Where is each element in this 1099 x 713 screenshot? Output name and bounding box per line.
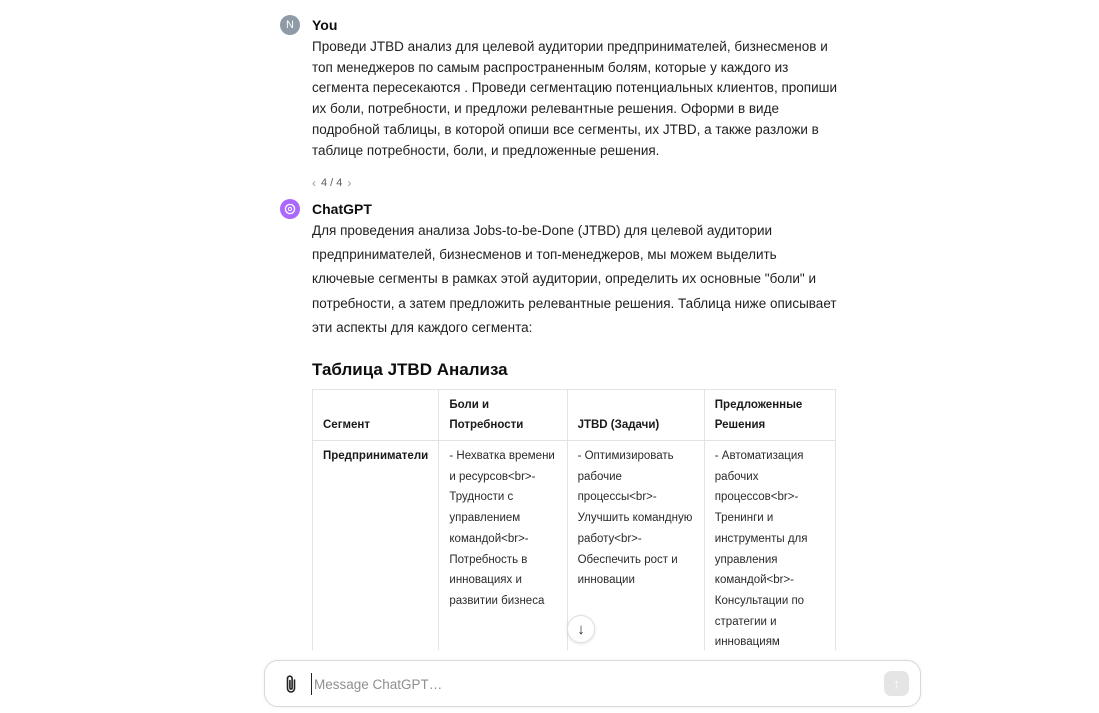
attach-button[interactable]	[281, 673, 301, 695]
pager-next-button[interactable]: ›	[347, 176, 352, 190]
openai-logo-icon	[283, 202, 297, 216]
cell-segment: Предприниматели	[313, 441, 439, 658]
message-pager	[312, 176, 351, 190]
message-input[interactable]	[311, 673, 874, 695]
assistant-message	[280, 199, 840, 349]
table-header-row	[313, 390, 836, 441]
header-solutions: Предложенные Решения	[704, 390, 835, 441]
cell-solutions: - Автоматизация рабочих процессов<br>- Тренинги и инструменты для управления командой<br>- Консультации по стратегии и инновациям	[704, 441, 835, 658]
assistant-author-label: ChatGPT	[312, 201, 372, 217]
send-button[interactable]	[884, 671, 909, 696]
pager-label: 4 / 4	[321, 177, 343, 189]
user-author-label: You	[312, 17, 338, 33]
scroll-to-bottom-button[interactable]	[567, 615, 595, 643]
cell-pains: - Нехватка времени и ресурсов<br>- Трудности с управлением командой<br>- Потребность в инновациях и развитии бизнеса	[439, 441, 567, 658]
table-title: Таблица JTBD Анализа	[312, 360, 508, 379]
header-segment: Сегмент	[313, 390, 439, 441]
arrow-down-icon: ↓	[577, 620, 585, 638]
pager-prev-button[interactable]: ‹	[312, 176, 316, 190]
message-composer	[264, 660, 921, 707]
user-avatar: N	[280, 15, 300, 35]
arrow-up-icon: ↑	[893, 676, 900, 691]
header-pains: Боли и Потребности	[439, 390, 567, 441]
paperclip-icon	[284, 674, 298, 694]
cell-jtbd: - Оптимизировать рабочие процессы<br>- Улучшить командную работу<br>- Обеспечить рост и инновации	[567, 441, 704, 658]
header-jtbd: JTBD (Задачи)	[567, 390, 704, 441]
user-message-text: Проведи JTBD анализ для целевой аудитории предпринимателей, бизнесменов и топ менеджеров по самым распространенным болям, которые у каждого из сегмента пересекаются . Проведи сегментацию потенциальных клиентов, пропиши их боли, потребности, и предложи релевантные решения. Оформи в виде подробной таблицы, в которой опиши все сегменты, их JTBD, а также разложи в таблице потребности, боли, и предложенные решения.	[312, 39, 837, 158]
assistant-intro-text: Для проведения анализа Jobs-to-be-Done (JTBD) для целевой аудитории предпринимателей, бизнесменов и топ-менеджеров, мы можем выделить ключевые сегменты в рамках этой аудитории, определить их основные "боли" и потребности, а затем предложить релевантные решения. Таблица ниже описывает эти аспекты для каждого сегмента:	[312, 223, 837, 335]
user-message	[280, 15, 840, 190]
chatgpt-avatar	[280, 199, 300, 219]
